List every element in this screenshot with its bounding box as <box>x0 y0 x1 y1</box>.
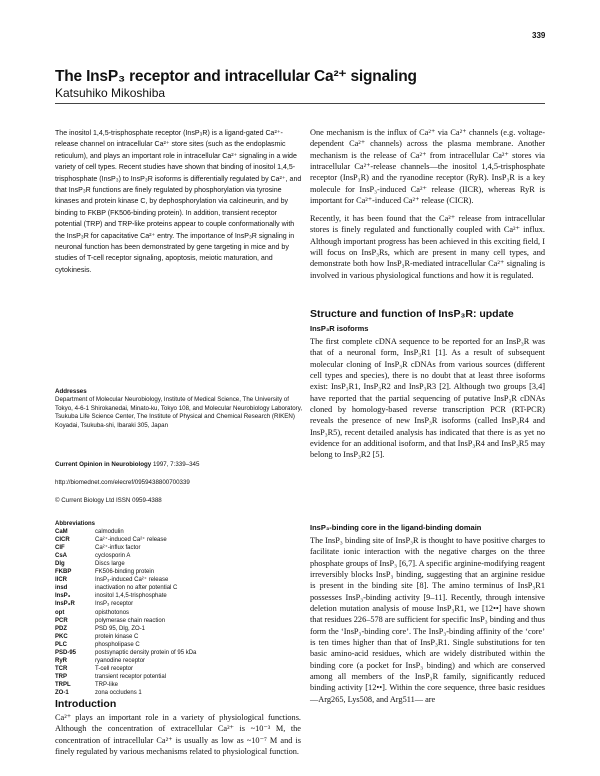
abbreviation-term: TRP <box>55 673 67 680</box>
abbreviation-definition: opisthotonos <box>95 609 130 616</box>
abbreviation-row <box>55 568 300 576</box>
abbreviation-definition: TRP-like <box>95 681 119 688</box>
abbreviation-definition: inositol 1,4,5-trisphosphate <box>95 593 167 600</box>
body-paragraph-1: One mechanism is the influx of Ca²⁺ via Ca²⁺ channels (e.g. voltage-dependent Ca²⁺ channels) across the plasma membrane. Another mechanism is the release of Ca²⁺ from intracellular Ca²⁺ stores via intracellular Ca²⁺-release channels—the inositol 1,4,5-trisphosphate receptor (InsP₃R) and the ryanodine receptor (RyR). InsP₃R is a key molecule for InsP₃-induced Ca²⁺ release (IICR), whereas RyR is important for Ca²⁺-induced Ca²⁺ release (CICR). <box>310 128 545 206</box>
abbreviation-term: Dlg <box>55 561 65 568</box>
abbreviation-row <box>55 633 300 641</box>
abbreviation-definition: zona occludens 1 <box>95 689 142 696</box>
abbreviation-term: PCR <box>55 617 68 624</box>
abbreviation-row <box>55 625 300 633</box>
isoforms-heading: InsP₃R isoforms <box>310 324 369 333</box>
abbreviation-definition: calmodulin <box>95 529 124 536</box>
abbreviation-term: InsP₃R <box>55 601 75 608</box>
abbreviation-definition: Discs large <box>95 561 125 568</box>
abbreviations-block <box>55 520 305 697</box>
abbreviation-row <box>55 576 300 584</box>
abbreviation-row <box>55 617 300 625</box>
abbreviation-row <box>55 689 300 697</box>
abbreviation-definition: polymerase chain reaction <box>95 617 166 624</box>
abbreviation-term: FKBP <box>55 569 72 576</box>
abbreviation-definition: inactivation no after potential C <box>95 585 178 592</box>
abstract: The inositol 1,4,5-trisphosphate receptor (InsP₃R) is a ligand-gated Ca²⁺-release channel on intracellular Ca²⁺ store sites (such as the endoplasmic reticulum), and plays an important role in intracellular Ca²⁺ signaling in a wide variety of cell types. Recent studies have shown that binding of inositol 1,4,5-trisphosphate (InsP₃) to InsP₃R isoforms is differentially regulated by Ca²⁺, and that InsP₃R functions are finely regulated by phosphorylation via tyrosine kinases and protein kinase C, by dephosphorylation via calcineurin, and by binding to FKBP (FK506-binding protein). In addition, transient receptor potential (TRP) and TRP-like proteins appear to couple conformationally with the InsP₃R for capacitative Ca²⁺ entry. The importance of InsP₃R signaling in neuronal function has been demonstrated by gene targeting in mice and by studies of T-cell receptor signaling, apoptosis, meiotic maturation, and cytokinesis. <box>55 130 302 274</box>
addresses-text: Department of Molecular Neurobiology, Institute of Medical Science, The University of Tokyo, 4-6-1 Shirokanedai, Minato-ku, Tokyo 108, and Molecular Neurobiology Laboratory, Tsukuba Life Science Center, The Institute of Physical and Chemical Research (RIKEN) Koyadai, Tsukuba-shi, Ibaraki 305, Japan <box>55 396 303 429</box>
abbreviations-heading: Abbreviations <box>55 521 96 527</box>
binding-heading: InsP₃-binding core in the ligand-binding domain <box>310 523 482 532</box>
abbreviation-row <box>55 544 300 552</box>
introduction-text: Ca²⁺ plays an important role in a variety of physiological functions. Although the concentration of extracellular Ca²⁺ is ~10⁻³ M, the concentration of intracellular Ca²⁺ is usually as low as ~10⁻⁷ M and is finely regulated by various mechanisms related to physiological function. <box>55 713 301 757</box>
abbreviation-row <box>55 560 300 568</box>
journal-label: Current Opinion in Neurobiology <box>55 461 152 468</box>
abbreviation-row <box>55 649 300 657</box>
abbreviation-term: ZO-1 <box>55 689 69 696</box>
abbreviation-row <box>55 681 300 689</box>
abbreviations-table <box>55 528 300 697</box>
abbreviation-row <box>55 609 300 617</box>
abbreviation-row <box>55 552 300 560</box>
page-number: 339 <box>532 31 546 40</box>
abbreviation-definition: transient receptor potential <box>95 673 167 680</box>
abbreviation-term: InsP₃ <box>55 593 71 600</box>
abbreviation-definition: PSD 95, Dlg, ZO-1 <box>95 625 146 632</box>
abbreviation-term: CaM <box>55 529 68 536</box>
introduction-heading: Introduction <box>55 698 117 710</box>
abbreviation-term: insd <box>55 585 68 592</box>
abbreviation-definition: Ca²⁺-influx factor <box>95 545 141 552</box>
abbreviation-term: TRPL <box>55 681 71 688</box>
abbreviation-term: opt <box>55 609 65 616</box>
abbreviation-row <box>55 536 300 544</box>
abbreviation-row <box>55 592 300 600</box>
abbreviation-term: PLC <box>55 641 67 648</box>
addresses-block <box>55 388 305 430</box>
abbreviation-definition: T-cell receptor <box>95 665 134 672</box>
isoforms-text: The first complete cDNA sequence to be reported for an InsP₃R was that of a neuronal form, InsP₃R1 [1]. As a result of subsequent molecular cloning of InsP₃R cDNAs from various sources (different cell types and species), there is no doubt that at least three isoforms exist: InsP₃R1, InsP₃R2 and InsP₃R3 [2]. Although two groups [3,4] have reported that the partial sequencing of putative InsP₃R cDNAs cloned by homology-based reverse transcription PCR (RT-PCR) reveals the presence of new InsP₃R isoforms (called InsP₃R4 and InsP₃R5), recent detailed analysis has indicated that there is as yet no evidence for an additional isoform, and that InsP₃R4 and InsP₃R5 may belong to InsP₃R2 [5]. <box>310 337 545 460</box>
addresses-heading: Addresses <box>55 388 87 395</box>
abbreviation-term: CsA <box>55 553 68 560</box>
url: http://biomednet.com/elecref/0959438800700339 <box>55 479 190 486</box>
abbreviation-row <box>55 641 300 649</box>
binding-text: The InsP₃ binding site of InsP₃R is thought to have positive charges to facilitate ionic interaction with the negative charges on the three phosphate groups of InsP₃ [6,7]. A specific arginine-modifying reagent irreversibly blocks InsP₃ binding, suggesting that an arginine residue is present in the binding site [8]. The amino terminus of InsP₃R1 possesses InsP₃-binding activity [9–11]. Recently, through intensive deletion mutation analysis of mouse InsP₃R1, we [12••] have shown that residues 226–578 are sufficient for specific InsP₃ binding and thus form the ‘InsP₃-binding core’. The InsP₃-binding affinity of the ‘core’ is ten times higher than that of InsP₃R1. Single substitutions for ten basic amino-acid residues, which are widely distributed within the binding core (a pocket for InsP₃ binding) and which are conserved among all members of the InsP₃R family, significantly reduced binding activity [12••]. Within the core sequence, three basic residues —Arg265, Lys508, and Arg511— are <box>310 536 546 704</box>
journal-citation <box>55 461 305 469</box>
abbreviation-definition: postsynaptic density protein of 95 kDa <box>95 649 197 656</box>
abbreviation-term: CIF <box>55 545 65 552</box>
abbreviation-row <box>55 584 300 592</box>
abbreviation-term: PKC <box>55 633 68 640</box>
abbreviation-row <box>55 600 300 608</box>
abbreviation-definition: phospholipase C <box>95 641 140 648</box>
abbreviation-row <box>55 528 300 536</box>
abbreviation-term: IICR <box>55 577 67 584</box>
abbreviation-definition: InsP₃ receptor <box>95 601 134 608</box>
section-heading: Structure and function of InsP₃R: update <box>310 308 514 320</box>
abbreviation-row <box>55 665 300 673</box>
abbreviation-definition: InsP₃-induced Ca²⁺ release <box>95 577 169 584</box>
abbreviation-term: RyR <box>55 657 68 664</box>
author-name: Katsuhiko Mikoshiba <box>55 86 166 100</box>
abbreviation-row <box>55 657 300 665</box>
abbreviation-definition: protein kinase C <box>95 633 139 640</box>
body-paragraph-2: Recently, it has been found that the Ca²⁺ release from intracellular stores is finely regulated and functionally coupled with Ca²⁺ influx. Although important progress has been achieved in this exciting field, I will focus on InsP₃Rs, which are present in many cell types, and demonstrate both how InsP₃R-mediated intracellular Ca²⁺ signaling is involved in various physiological functions and how it is regulated. <box>310 214 545 280</box>
abbreviation-term: PSD-95 <box>55 649 77 656</box>
abbreviation-definition: FK506-binding protein <box>95 569 155 576</box>
copyright: © Current Biology Ltd ISSN 0959-4388 <box>55 497 162 504</box>
abbreviation-row <box>55 673 300 681</box>
abbreviation-definition: ryanodine receptor <box>95 657 146 664</box>
abbreviation-definition: cyclosporin A <box>95 553 131 560</box>
article-title: The InsP₃ receptor and intracellular Ca²⁺ signaling <box>55 68 417 85</box>
abbreviation-term: TCR <box>55 665 68 672</box>
abbreviation-definition: Ca²⁺-induced Ca²⁺ release <box>95 537 167 544</box>
title-rule <box>55 103 545 104</box>
abbreviation-term: PDZ <box>55 625 67 632</box>
journal-volume: 1997, 7:339–345 <box>151 461 200 468</box>
abbreviation-term: CICR <box>55 537 70 544</box>
